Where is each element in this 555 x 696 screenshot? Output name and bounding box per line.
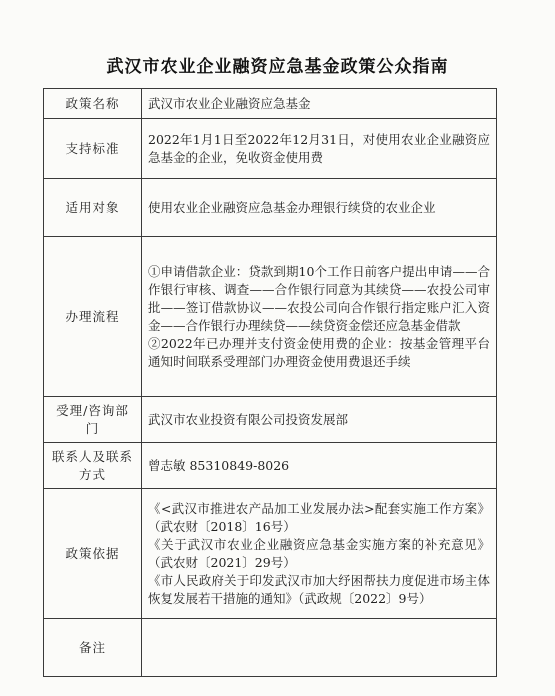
row-label: 政策名称 [44, 89, 142, 119]
policy-table [43, 88, 497, 677]
table-row [44, 119, 497, 179]
table-row [44, 443, 497, 489]
row-value [142, 619, 497, 677]
row-label: 支持标准 [44, 119, 142, 179]
policy-basis-item: 《<武汉市推进农产品加工业发展办法>配套实施工作方案》（武农财〔2018〕16号） [148, 500, 490, 534]
table-row [44, 237, 497, 397]
row-value: 曾志敏 85310849-8026 [142, 443, 497, 489]
process-step: ②2022年已办理并支付资金使用费的企业：按基金管理平台通知时间联系受理部门办理资金使用费退还手续 [148, 335, 490, 369]
table-row [44, 397, 497, 443]
policy-basis-item: 《市人民政府关于印发武汉市加大纾困帮扶力度促进市场主体恢复发展若干措施的通知》（武政规〔2022〕9号） [148, 572, 490, 606]
table-row [44, 619, 497, 677]
row-value: 使用农业企业融资应急基金办理银行续贷的农业企业 [142, 179, 497, 237]
row-value [142, 237, 497, 397]
row-label: 适用对象 [44, 179, 142, 237]
policy-basis-item: 《关于武汉市农业企业融资应急基金实施方案的补充意见》（武农财〔2021〕29号） [148, 536, 490, 570]
row-value [142, 489, 497, 619]
table-row [44, 179, 497, 237]
table-row [44, 89, 497, 119]
row-label: 办理流程 [44, 237, 142, 397]
process-step: ①申请借款企业：贷款到期10个工作日前客户提出申请——合作银行审核、调查——合作银行同意为其续贷——农投公司审批——签订借款协议——农投公司向合作银行指定账户汇入资金——合作银行办理续贷——续贷资金偿还应急基金借款 [148, 263, 490, 333]
table-row [44, 489, 497, 619]
page-title: 武汉市农业企业融资应急基金政策公众指南 [106, 57, 449, 77]
row-value: 武汉市农业投资有限公司投资发展部 [142, 397, 497, 443]
row-label: 备注 [44, 619, 142, 677]
row-label: 受理/咨询部门 [44, 397, 142, 443]
row-label: 联系人及联系方式 [44, 443, 142, 489]
row-label: 政策依据 [44, 489, 142, 619]
row-value: 2022年1月1日至2022年12月31日，对使用农业企业融资应急基金的企业，免收资金使用费 [142, 119, 497, 179]
row-value: 武汉市农业企业融资应急基金 [142, 89, 497, 119]
